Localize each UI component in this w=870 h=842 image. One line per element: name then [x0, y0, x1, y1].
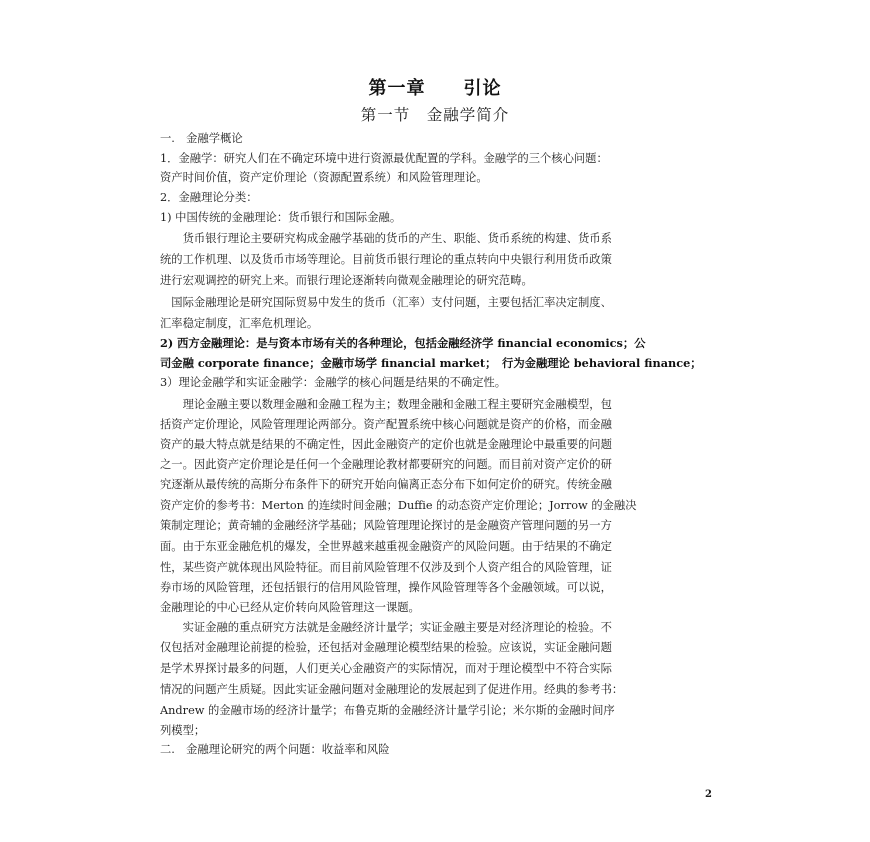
- body-line: 理论金融主要以数理金融和金融工程为主；数理金融和金融工程主要研究金融模型，包: [160, 398, 612, 411]
- body-line: 括资产定价理论，风险管理理论两部分。资产配置系统中核心问题就是资产的价格，而金融: [160, 418, 612, 431]
- body-line: 一. 金融学概论: [160, 132, 243, 145]
- body-line: 究逐渐从最传统的高斯分布条件下的研究开始向偏离正态分布下如何定价的研究。传统金融: [160, 478, 612, 491]
- chapter-title: 第一章 引论: [368, 78, 502, 99]
- body-line: 之一。因此资产定价理论是任何一个金融理论教材都要研究的问题。而目前对资产定价的研: [160, 458, 612, 471]
- body-line: 国际金融理论是研究国际贸易中发生的货币（汇率）支付问题，主要包括汇率决定制度、: [160, 296, 612, 309]
- body-line: 列模型；: [160, 724, 206, 737]
- body-line: 策制定理论；黄奇辅的金融经济学基础；风险管理理论探讨的是金融资产管理问题的另一方: [160, 519, 612, 532]
- body-line: 1．金融学：研究人们在不确定环境中进行资源最优配置的学科。金融学的三个核心问题：: [160, 152, 608, 165]
- body-line: Andrew 的金融市场的经济计量学；布鲁克斯的金融经济计量学引论；米尔斯的金融时间序: [160, 704, 615, 717]
- body-line: 1) 中国传统的金融理论：货币银行和国际金融。: [160, 211, 402, 224]
- body-line: 是学术界探讨最多的问题，人们更关心金融资产的实际情况，而对于理论模型中不符合实际: [160, 662, 612, 675]
- body-line: 资产的最大特点就是结果的不确定性，因此金融资产的定价也就是金融理论中最重要的问题: [160, 438, 612, 451]
- body-line: 券市场的风险管理，还包括银行的信用风险管理，操作风险管理等各个金融领域。可以说，: [160, 581, 612, 594]
- body-line: 资产时间价值，资产定价理论（资源配置系统）和风险管理理论。: [160, 171, 488, 184]
- body-line: 汇率稳定制度，汇率危机理论。: [160, 317, 319, 330]
- section-title: 第一节 金融学简介: [360, 106, 510, 124]
- body-line: 2) 西方金融理论：是与资本市场有关的各种理论，包括金融经济学 financial economics；公: [160, 336, 646, 350]
- body-line: 司金融 corporate finance；金融市场学 financial market； 行为金融理论 behavioral finance；: [160, 356, 702, 370]
- body-line: 资产定价的参考书：Merton 的连续时间金融；Duffie 的动态资产定价理论；Jorrow 的金融决: [160, 499, 637, 512]
- page-number: 2: [705, 789, 712, 800]
- body-line: 3）理论金融学和实证金融学：金融学的核心问题是结果的不确定性。: [160, 376, 507, 389]
- body-line: 面。由于东亚金融危机的爆发，全世界越来越重视金融资产的风险问题。由于结果的不确定: [160, 540, 612, 553]
- body-line: 情况的问题产生质疑。因此实证金融问题对金融理论的发展起到了促进作用。经典的参考书：: [160, 683, 624, 696]
- body-line: 进行宏观调控的研究上来。而银行理论逐渐转向微观金融理论的研究范畴。: [160, 274, 533, 287]
- body-line: 统的工作机理、以及货币市场等理论。目前货币银行理论的重点转向中央银行利用货币政策: [160, 253, 612, 266]
- body-line: 金融理论的中心已经从定价转向风险管理这一课题。: [160, 601, 420, 614]
- body-line: 性，某些资产就体现出风险特征。而目前风险管理不仅涉及到个人资产组合的风险管理，证: [160, 561, 612, 574]
- body-line: 二. 金融理论研究的两个问题：收益率和风险: [160, 743, 390, 756]
- body-line: 实证金融的重点研究方法就是金融经济计量学；实证金融主要是对经济理论的检验。不: [160, 621, 612, 634]
- body-line: 货币银行理论主要研究构成金融学基础的货币的产生、职能、货币系统的构建、货币系: [160, 232, 612, 245]
- body-line: 2．金融理论分类：: [160, 191, 258, 204]
- body-line: 仅包括对金融理论前提的检验，还包括对金融理论模型结果的检验。应该说，实证金融问题: [160, 641, 612, 654]
